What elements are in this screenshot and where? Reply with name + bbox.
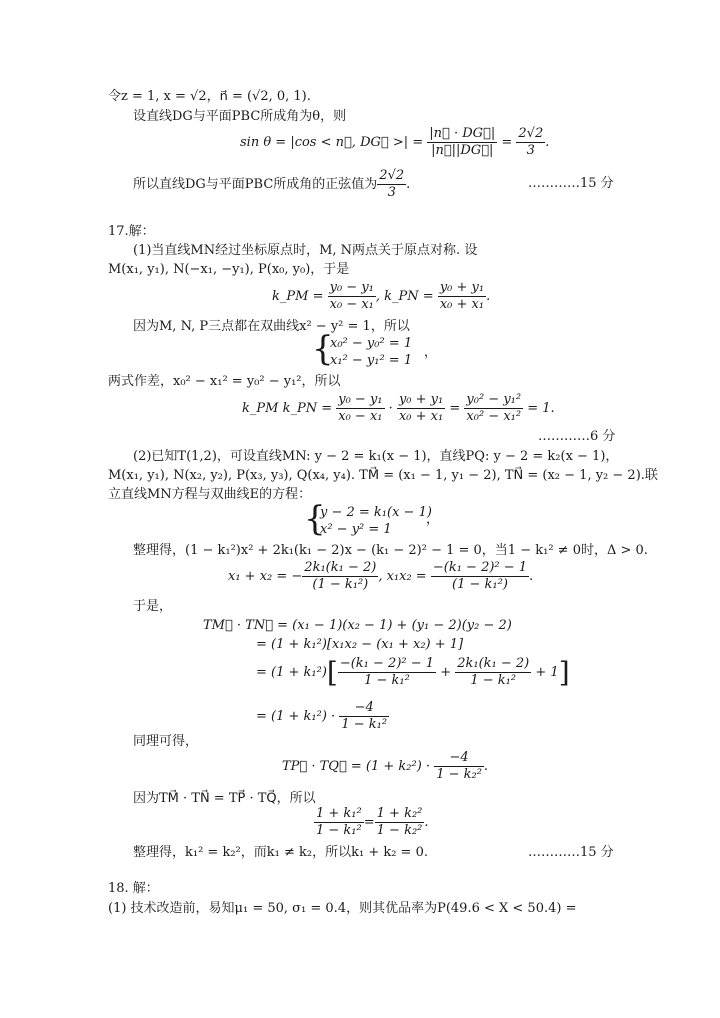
kpm-label: k_PM =: [272, 289, 324, 304]
d3-n1: −(k₁ − 2)² − 1: [339, 656, 435, 671]
system2-end: ，: [426, 512, 440, 527]
sin-eq-den: |n⃗||DG⃗|: [431, 143, 494, 158]
d3-n2: 2k₁(k₁ − 2): [457, 656, 530, 671]
kpm-frac: [328, 280, 376, 313]
line-z-x-n: 令z = 1, x = √2，n⃗ = (√2, 0, 1).: [108, 89, 311, 104]
d3-frac1: [338, 656, 436, 689]
tp-left: TP⃗ · TQ⃗ = (1 + k₂²) ·: [282, 759, 431, 774]
sin-eq-r-den: 3: [526, 143, 535, 158]
vieta-end: .: [529, 569, 534, 584]
d3-d2: 1 − k₁²: [470, 673, 517, 688]
system2-eq-a: y − 2 = k₁(x − 1): [320, 505, 432, 520]
system2-brace: {: [304, 499, 326, 539]
prod-d2: x₀ + x₁: [398, 409, 444, 424]
q17-similarly: 同理可得，: [133, 734, 199, 749]
d3-left: = (1 + k₁²): [256, 665, 327, 680]
q17-because: 因为TM⃗ · TN⃗ = TP⃗ · TQ⃗，所以: [133, 791, 316, 806]
score-15-q17: …………15 分: [528, 845, 614, 860]
final-fraction-equation: [314, 806, 429, 839]
dot-derivation-1: TM⃗ · TN⃗ = (x₁ − 1)(x₂ − 1) + (y₁ − 2)(y₂ − 2): [203, 618, 512, 633]
vieta-d2: (1 − k₁²): [452, 577, 508, 592]
dot-derivation-4: [256, 700, 389, 733]
kpn-frac: [438, 280, 486, 313]
prod-dot: ·: [388, 401, 393, 416]
d3-frac2: [455, 656, 531, 689]
prod-label: k_PM k_PN =: [242, 401, 333, 416]
d3-d1: 1 − k₁²: [364, 673, 410, 688]
d3-end: + 1: [535, 665, 559, 680]
d4-left: = (1 + k₁²) ·: [256, 709, 336, 724]
d3-bracket-close: ]: [558, 656, 570, 689]
line-set-angle: 设直线DG与平面PBC所成角为θ，则: [133, 109, 347, 124]
d3-bracket-open: [: [326, 656, 338, 689]
q18-part1-line1: (1) 技术改造前，易知μ₁ = 50, σ₁ = 0.4，则其优品率为P(49.6 < X < 50.4) =: [108, 901, 577, 916]
fe-d2: 1 − k₂²: [376, 823, 423, 838]
prod-end: = 1.: [527, 401, 555, 416]
q18-heading: 18. 解：: [108, 881, 159, 896]
system2-eq-b: x² − y² = 1: [320, 522, 392, 537]
d3-plus: +: [440, 665, 452, 680]
d4-d: 1 − k₁²: [341, 717, 388, 732]
system1-eq-b: x₁² − y₁² = 1: [330, 353, 413, 368]
sin-theta-equation: [240, 126, 549, 159]
sin-eq-eq: =: [501, 135, 513, 150]
vieta-equations: [228, 560, 533, 593]
kpn-num: y₀ + y₁: [439, 280, 485, 295]
fe-frac1: [314, 806, 364, 839]
fe-end: .: [424, 815, 429, 830]
slope-equations: [272, 280, 490, 313]
sine-value-end: .: [406, 177, 411, 192]
q17-part1-line1: (1)当直线MN经过坐标原点时，M, N两点关于原点对称. 设: [133, 243, 478, 258]
prod-eq: =: [449, 401, 461, 416]
q17-difference-line: 两式作差，x₀² − x₁² = y₀² − y₁²，所以: [108, 374, 341, 389]
sine-value-num: 2√2: [379, 168, 405, 183]
fe-n1: 1 + k₁²: [316, 806, 362, 821]
sine-value-den: 3: [387, 185, 396, 200]
q17-part2-line3: 立直线MN方程与双曲线E的方程：: [108, 487, 312, 502]
prod-frac2: [397, 392, 445, 425]
kpm-den: x₀ − x₁: [329, 297, 374, 312]
slope-product-equation: [242, 392, 555, 425]
vieta-sum-frac: [302, 560, 378, 593]
dot-derivation-3: [256, 656, 570, 689]
q17-part2-line1: (2)已知T(1,2)，可设直线MN: y − 2 = k₁(x − 1)，直线PQ: y − 2 = k₂(x − 1)，: [133, 449, 619, 464]
q17-quadratic-line: 整理得，(1 − k₁²)x² + 2k₁(k₁ − 2)x − (k₁ − 2)² − 1 = 0，当1 − k₁² ≠ 0时，Δ > 0.: [133, 543, 648, 558]
q17-hence: 于是，: [133, 599, 173, 614]
prod-n1: y₀ − y₁: [338, 392, 383, 407]
q17-hyperbola-line: 因为M, N, P三点都在双曲线x² − y² = 1，所以: [133, 319, 410, 334]
sin-eq-left: sin θ = |cos < n⃗, DG⃗ >| =: [240, 135, 424, 150]
prod-d1: x₀ − x₁: [338, 409, 383, 424]
system1-eq-a: x₀² − y₀² = 1: [330, 336, 413, 351]
score-15-top: …………15 分: [528, 176, 614, 191]
q17-conclusion: 整理得，k₁² = k₂²，而k₁ ≠ k₂，所以k₁ + k₂ = 0.: [133, 845, 428, 860]
line-sine-value: [133, 168, 410, 201]
tp-frac: [434, 750, 484, 783]
fe-n2: 1 + k₂²: [376, 806, 423, 821]
sin-eq-end: .: [545, 135, 550, 150]
vieta-prod-label: , x₁x₂ =: [378, 569, 427, 584]
system1-end: ，: [424, 345, 438, 360]
sin-eq-result: [516, 126, 545, 159]
sin-eq-r-num: 2√2: [518, 126, 544, 141]
d4-frac: [339, 700, 389, 733]
tp-d: 1 − k₂²: [436, 767, 482, 782]
vieta-d1: (1 − k₁²): [312, 577, 369, 592]
fe-frac2: [375, 806, 425, 839]
fe-eq: =: [363, 815, 375, 830]
sine-value-text: 所以直线DG与平面PBC所成角的正弦值为: [133, 177, 378, 192]
vieta-sum-label: x₁ + x₂ = −: [228, 569, 303, 584]
sin-eq-frac: [427, 126, 497, 159]
system1-brace: {: [312, 329, 334, 369]
prod-d3: x₀² − x₁²: [466, 409, 522, 424]
q17-part1-line2: M(x₁, y₁), N(−x₁, −y₁), P(x₀, y₀)，于是: [108, 262, 350, 277]
tp-end: .: [483, 759, 489, 774]
prod-n3: y₀² − y₁²: [466, 392, 522, 407]
kpn-den: x₀ + x₁: [439, 297, 485, 312]
vieta-n2: −(k₁ − 2)² − 1: [432, 560, 528, 575]
tp-tq-equation: [282, 750, 488, 783]
tp-n: −4: [434, 750, 484, 767]
score-6: …………6 分: [538, 429, 616, 444]
vieta-prod-frac: [431, 560, 529, 593]
dot-derivation-2: = (1 + k₁²)[x₁x₂ − (x₁ + x₂) + 1]: [256, 637, 464, 652]
vieta-n1: 2k₁(k₁ − 2): [304, 560, 377, 575]
kpm-num: y₀ − y₁: [329, 280, 374, 295]
slope-end: .: [486, 289, 491, 304]
prod-n2: y₀ + y₁: [398, 392, 444, 407]
d4-n: −4: [339, 700, 389, 717]
prod-frac1: [336, 392, 384, 425]
sin-eq-num: |n⃗ · DG⃗|: [429, 126, 496, 141]
kpn-label: , k_PN =: [375, 289, 434, 304]
q17-heading: 17.解：: [108, 224, 155, 239]
q17-part2-line2: M(x₁, y₁), N(x₂, y₂), P(x₃, y₃), Q(x₄, y₄). TM⃗ = (x₁ − 1, y₁ − 2), TN⃗ = (x₂ − 1, y₂ − 2).联: [108, 468, 658, 483]
prod-frac3: [464, 392, 523, 425]
sine-value-frac: [377, 168, 406, 201]
fe-d1: 1 − k₁²: [316, 823, 362, 838]
